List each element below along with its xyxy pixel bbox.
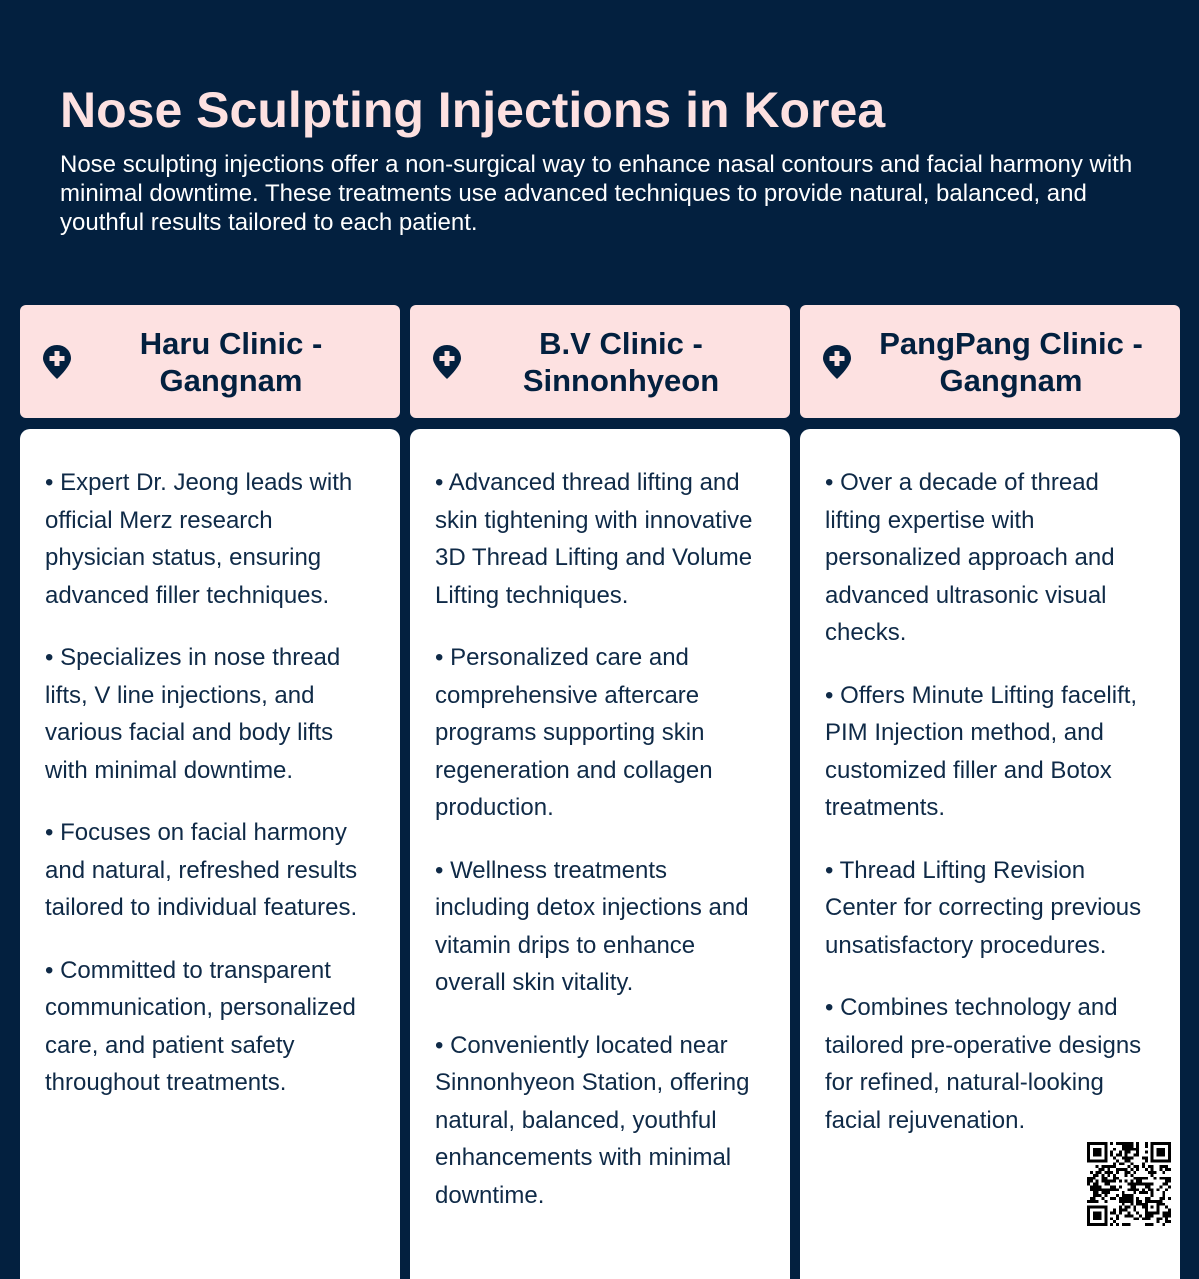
page-header (60, 80, 1160, 237)
qr-code-icon[interactable] (1087, 1142, 1171, 1226)
clinic-header (410, 305, 790, 418)
clinic-bullet: • Conveniently located near Sinnonhyeon Station, offering natural, balanced, youthful enhancements with minimal downtime. (435, 1031, 750, 1209)
location-pin-plus-icon (42, 344, 72, 380)
clinic-bullet: • Specializes in nose thread lifts, V line injections, and various facial and body lifts with minimal downtime. (45, 644, 341, 784)
clinic-bullet: • Expert Dr. Jeong leads with official Merz research physician status, ensuring advanced filler techniques. (45, 469, 353, 609)
page-title: Nose Sculpting Injections in Korea (60, 82, 886, 138)
clinic-bullet: • Combines technology and tailored pre-operative designs for refined, natural-looking facial rejuvenation. (825, 994, 1142, 1134)
clinic-header (800, 305, 1180, 418)
clinic-bullet: • Committed to transparent communication, personalized care, and patient safety throughout treatments. (45, 956, 356, 1096)
clinic-name: PangPang Clinic - Gangnam (879, 325, 1143, 398)
clinic-details (410, 429, 790, 1279)
clinic-bullet: • Over a decade of thread lifting expertise with personalized approach and advanced ultrasonic visual checks. (825, 469, 1115, 646)
clinic-name: Haru Clinic - Gangnam (139, 325, 323, 398)
clinic-column (800, 305, 1180, 1279)
location-pin-plus-icon (432, 344, 462, 380)
clinic-bullet: • Thread Lifting Revision Center for correcting previous unsatisfactory procedures. (825, 856, 1142, 959)
page-subtitle: Nose sculpting injections offer a non-surgical way to enhance nasal contours and facial harmony with minimal downtime. These treatments use advanced techniques to provide natural, balanced, and youthful results tailored to each patient. (60, 151, 1133, 236)
clinic-header (20, 305, 400, 418)
clinic-bullet: • Wellness treatments including detox injections and vitamin drips to enhance overall skin vitality. (435, 856, 749, 996)
clinic-bullet: • Focuses on facial harmony and natural, refreshed results tailored to individual features. (45, 819, 358, 921)
clinic-name: B.V Clinic - Sinnonhyeon (522, 325, 720, 398)
clinic-details (20, 429, 400, 1279)
clinic-column (410, 305, 790, 1279)
clinic-bullet: • Advanced thread lifting and skin tightening with innovative 3D Thread Lifting and Volume Lifting techniques. (435, 469, 753, 609)
clinic-column (20, 305, 400, 1279)
clinic-bullet: • Offers Minute Lifting facelift, PIM Injection method, and customized filler and Botox treatments. (825, 681, 1138, 821)
clinic-bullet: • Personalized care and comprehensive aftercare programs supporting skin regeneration and collagen production. (435, 644, 713, 821)
location-pin-plus-icon (822, 344, 852, 380)
